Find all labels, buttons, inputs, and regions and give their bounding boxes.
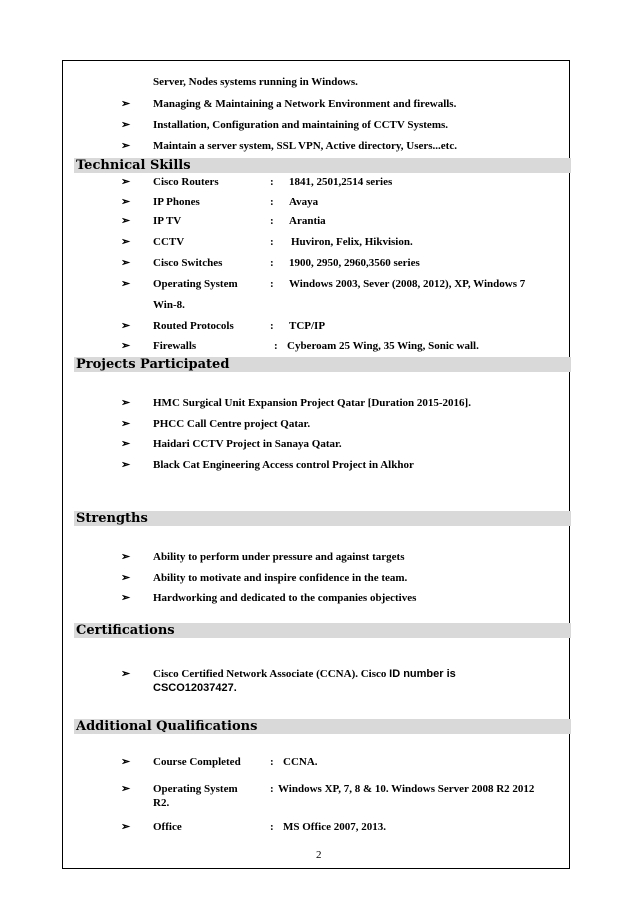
intro-line: Managing & Maintaining a Network Environment and firewalls.	[153, 98, 457, 110]
skill-value: Cyberoam 25 Wing, 35 Wing, Sonic wall.	[287, 340, 479, 352]
skill-value: Arantia	[289, 215, 326, 227]
qualification-name: Operating System	[153, 783, 238, 795]
intro-line: Server, Nodes systems running in Windows.	[153, 76, 358, 88]
section-heading-strengths: Strengths	[74, 511, 571, 526]
bullet-arrow-icon: ➢	[121, 572, 131, 584]
section-heading-projects: Projects Participated	[74, 357, 571, 372]
skill-name: IP Phones	[153, 196, 200, 208]
skill-name: IP TV	[153, 215, 182, 227]
skill-name: Operating System	[153, 278, 238, 290]
skill-separator: :	[270, 320, 274, 332]
qualification-name: Office	[153, 821, 182, 833]
qualification-value: MS Office 2007, 2013.	[283, 821, 386, 833]
bullet-arrow-icon: ➢	[121, 98, 131, 110]
section-heading-technical-skills: Technical Skills	[74, 158, 571, 173]
certification-line	[153, 668, 456, 681]
certification-id-label: ID number is	[389, 668, 456, 680]
skill-name: Cisco Switches	[153, 257, 223, 269]
bullet-arrow-icon: ➢	[121, 438, 131, 450]
bullet-arrow-icon: ➢	[121, 418, 131, 430]
project-item: Black Cat Engineering Access control Project in Alkhor	[153, 459, 414, 471]
skill-separator: :	[270, 236, 274, 248]
bullet-arrow-icon: ➢	[121, 756, 131, 768]
skill-name: Routed Protocols	[153, 320, 234, 332]
qualification-separator: :	[270, 756, 274, 768]
strength-item: Ability to motivate and inspire confidence in the team.	[153, 572, 408, 584]
intro-line: Installation, Configuration and maintaining of CCTV Systems.	[153, 119, 449, 131]
bullet-arrow-icon: ➢	[121, 215, 131, 227]
bullet-arrow-icon: ➢	[121, 176, 131, 188]
section-heading-certifications: Certifications	[74, 623, 571, 638]
skill-value: TCP/IP	[289, 320, 326, 332]
skill-value: 1900, 2950, 2960,3560 series	[289, 257, 420, 269]
bullet-arrow-icon: ➢	[121, 196, 131, 208]
certification-id: CSCO12037427.	[153, 682, 237, 694]
bullet-arrow-icon: ➢	[121, 257, 131, 269]
bullet-arrow-icon: ➢	[121, 340, 131, 352]
bullet-arrow-icon: ➢	[121, 459, 131, 471]
section-heading-additional-qualifications: Additional Qualifications	[74, 719, 571, 734]
skill-separator: :	[274, 340, 278, 352]
skill-separator: :	[270, 215, 274, 227]
qualification-separator: :	[270, 783, 274, 795]
qualification-value-continued: R2.	[153, 797, 170, 809]
bullet-arrow-icon: ➢	[121, 821, 131, 833]
skill-name: Firewalls	[153, 340, 197, 352]
bullet-arrow-icon: ➢	[121, 668, 131, 680]
qualification-value: Windows XP, 7, 8 & 10. Windows Server 2008 R2 2012	[278, 783, 535, 795]
skill-value-continued: Win-8.	[153, 299, 185, 311]
bullet-arrow-icon: ➢	[121, 592, 131, 604]
intro-line: Maintain a server system, SSL VPN, Active directory, Users...etc.	[153, 140, 457, 152]
page-number: 2	[316, 849, 322, 861]
skill-value: Avaya	[289, 196, 319, 208]
project-item: HMC Surgical Unit Expansion Project Qatar [Duration 2015-2016].	[153, 397, 471, 409]
qualification-name: Course Completed	[153, 756, 241, 768]
skill-value: Huviron, Felix, Hikvision.	[291, 236, 413, 248]
strength-item: Hardworking and dedicated to the companies objectives	[153, 592, 417, 604]
skill-separator: :	[270, 176, 274, 188]
qualification-value: CCNA.	[283, 756, 318, 768]
skill-value: 1841, 2501,2514 series	[289, 176, 393, 188]
bullet-arrow-icon: ➢	[121, 783, 131, 795]
skill-name: Cisco Routers	[153, 176, 219, 188]
bullet-arrow-icon: ➢	[121, 140, 131, 152]
skill-name: CCTV	[153, 236, 185, 248]
project-item: Haidari CCTV Project in Sanaya Qatar.	[153, 438, 342, 450]
bullet-arrow-icon: ➢	[121, 320, 131, 332]
skill-value: Windows 2003, Sever (2008, 2012), XP, Windows 7	[289, 278, 526, 290]
strength-item: Ability to perform under pressure and against targets	[153, 551, 405, 563]
bullet-arrow-icon: ➢	[121, 551, 131, 563]
bullet-arrow-icon: ➢	[121, 397, 131, 409]
project-item: PHCC Call Centre project Qatar.	[153, 418, 311, 430]
qualification-separator: :	[270, 821, 274, 833]
skill-separator: :	[270, 278, 274, 290]
skill-separator: :	[270, 196, 274, 208]
skill-separator: :	[270, 257, 274, 269]
bullet-arrow-icon: ➢	[121, 278, 131, 290]
bullet-arrow-icon: ➢	[121, 119, 131, 131]
bullet-arrow-icon: ➢	[121, 236, 131, 248]
certification-text: Cisco Certified Network Associate (CCNA). Cisco	[153, 668, 390, 680]
